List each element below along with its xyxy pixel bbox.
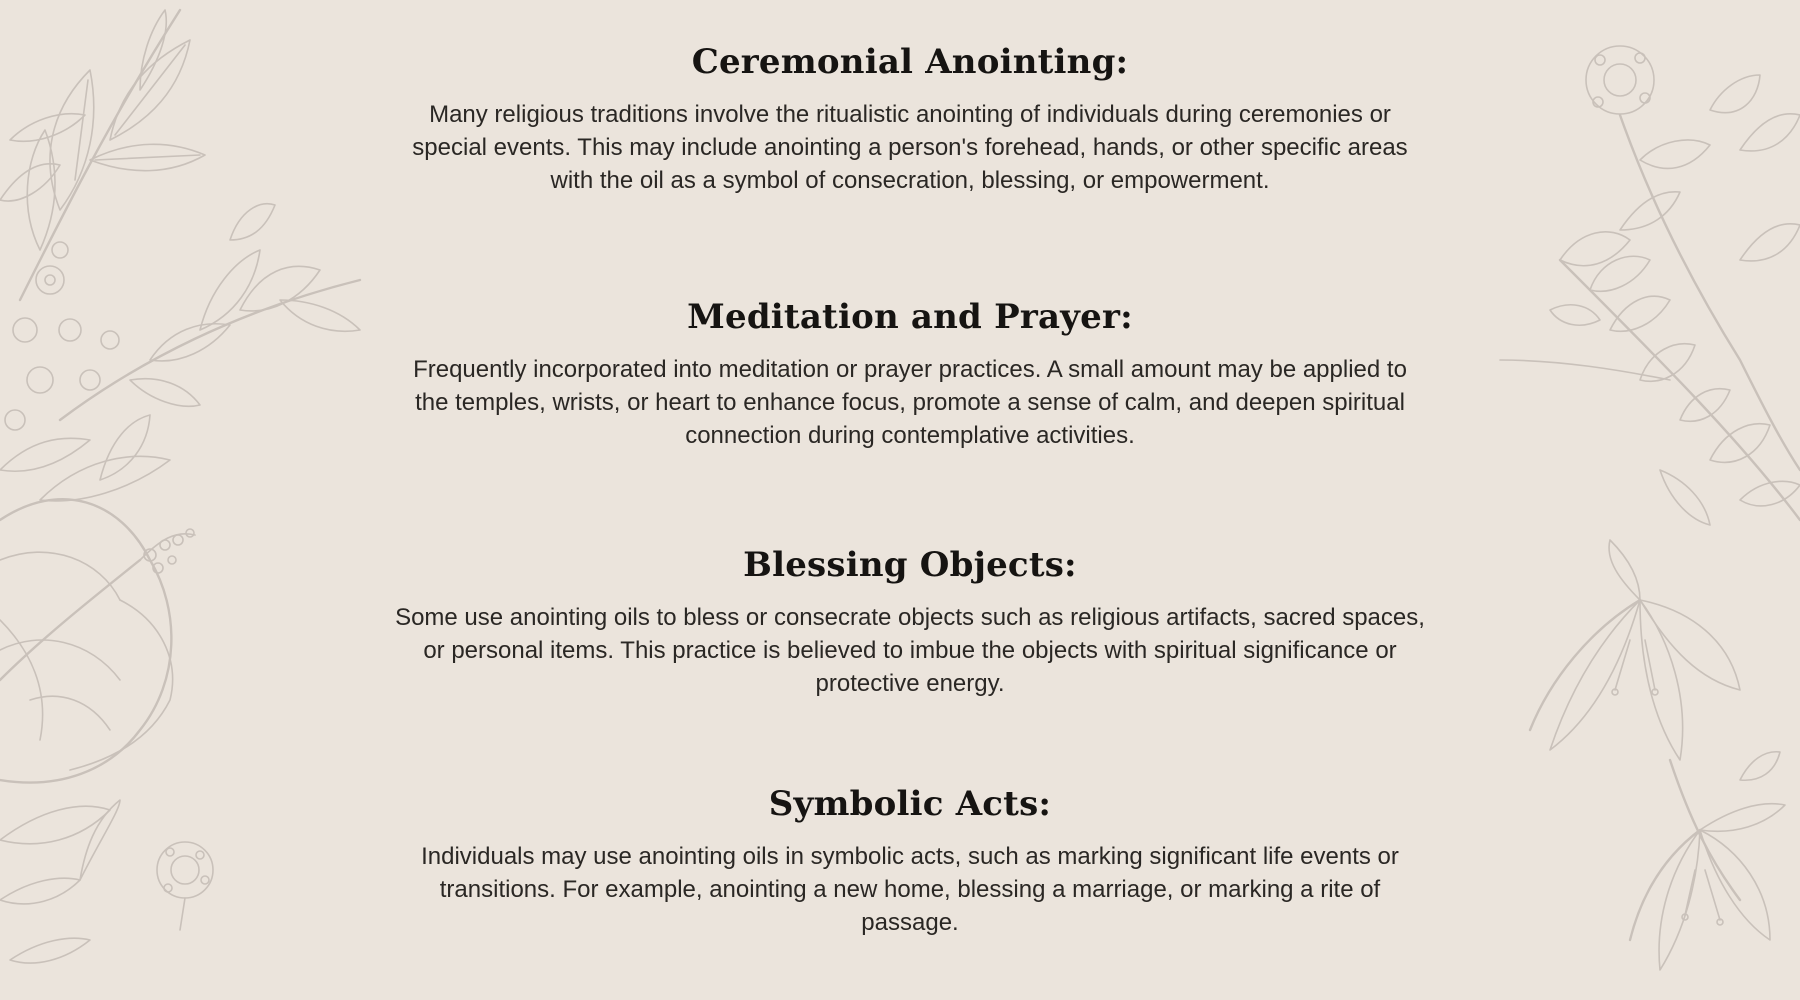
section-heading: Symbolic Acts: xyxy=(768,784,1052,824)
content-area xyxy=(390,0,1430,1000)
section-heading: Ceremonial Anointing: xyxy=(691,42,1129,82)
section-heading: Meditation and Prayer: xyxy=(687,297,1133,337)
section-body: Many religious traditions involve the ritualistic anointing of individuals during ceremonies or special events. This may include anointing a person's forehead, hands, or other specific areas with the oil as a symbol of consecration, blessing, or empowerment. xyxy=(412,101,1408,194)
section-body: Individuals may use anointing oils in symbolic acts, such as marking significant life events or transitions. For example, anointing a new home, blessing a marriage, or marking a rite of passage. xyxy=(421,843,1399,936)
section-body: Frequently incorporated into meditation or prayer practices. A small amount may be applied to the temples, wrists, or heart to enhance focus, promote a sense of calm, and deepen spiritual connection during contemplative activities. xyxy=(413,356,1407,449)
floral-left-decoration-icon xyxy=(0,0,380,1000)
section-symbolic-acts xyxy=(390,782,1430,939)
floral-right-decoration-icon xyxy=(1440,0,1800,1000)
section-ceremonial-anointing xyxy=(390,40,1430,197)
section-blessing-objects xyxy=(390,543,1430,700)
section-body: Some use anointing oils to bless or consecrate objects such as religious artifacts, sacred spaces, or personal items. This practice is believed to imbue the objects with spiritual significance or protective energy. xyxy=(395,604,1425,697)
section-heading: Blessing Objects: xyxy=(743,545,1077,585)
section-meditation-and-prayer xyxy=(390,295,1430,452)
